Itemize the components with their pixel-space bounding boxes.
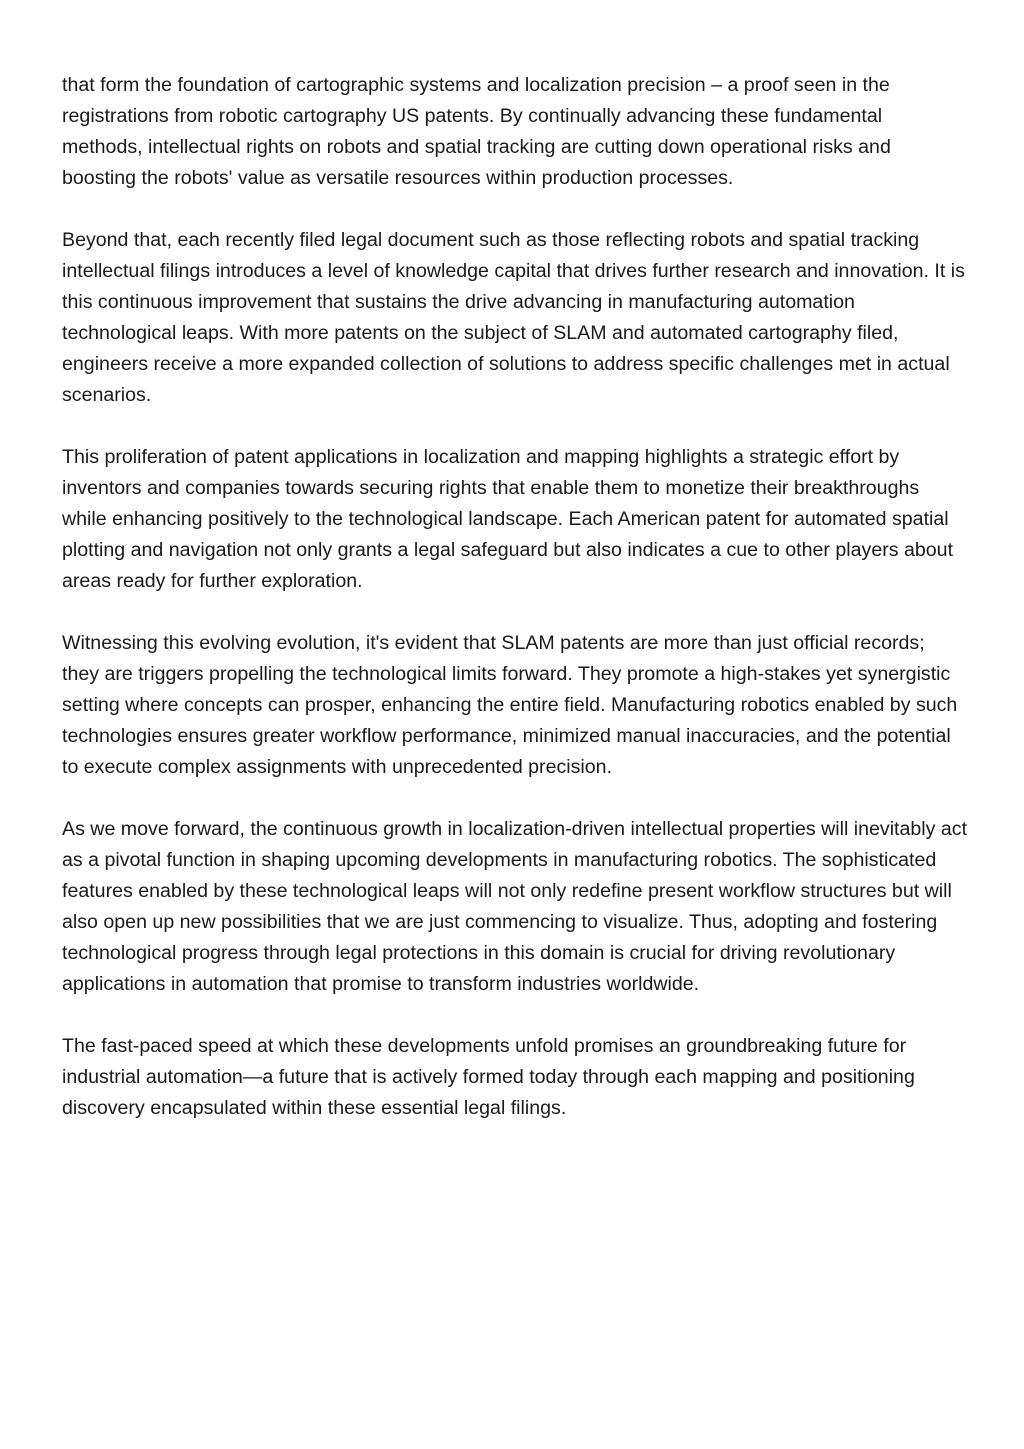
paragraph-6: The fast-paced speed at which these developments unfold promises an groundbreaking future for industrial automation—a future that is actively formed today through each mapping and positioning discovery encapsulated within these essential legal filings. [62, 1035, 915, 1119]
paragraph-5: As we move forward, the continuous growth in localization-driven intellectual properties will inevitably act as a pivotal function in shaping upcoming developments in manufacturing robotics. The sophisticated features enabled by these technological leaps will not only redefine present workflow structures but will also open up new possibilities that we are just commencing to visualize. Thus, adopting and fostering technological progress through legal protections in this domain is crucial for driving revolutionary applications in automation that promise to transform industries worldwide. [62, 818, 968, 995]
paragraph-4: Witnessing this evolving evolution, it's evident that SLAM patents are more than just official records; they are triggers propelling the technological limits forward. They promote a high-stakes yet synergistic setting where concepts can prosper, enhancing the entire field. Manufacturing robotics enabled by such technologies ensures greater workflow performance, minimized manual inaccuracies, and the potential to execute complex assignments with unprecedented precision. [62, 632, 958, 778]
paragraph-3: This proliferation of patent applications in localization and mapping highlights a strategic effort by inventors and companies towards securing rights that enable them to monetize their breakthroughs while enhancing positively to the technological landscape. Each American patent for automated spatial plotting and navigation not only grants a legal safeguard but also indicates a cue to other players about areas ready for further exploration. [62, 446, 954, 592]
paragraph-2: Beyond that, each recently filed legal document such as those reflecting robots and spatial tracking intellectual filings introduces a level of knowledge capital that drives further research and innovation. It is this continuous improvement that sustains the drive advancing in manufacturing automation technological leaps. With more patents on the subject of SLAM and automated cartography filed, engineers receive a more expanded collection of solutions to address specific challenges met in actual scenarios. [62, 229, 965, 406]
paragraph-1: that form the foundation of cartographic systems and localization precision – a proof seen in the registrations from robotic cartography US patents. By continually advancing these fundamental methods, intellectual rights on robots and spatial tracking are cutting down operational risks and boosting the robots' value as versatile resources within production processes. [62, 74, 891, 189]
document-body [62, 70, 967, 1155]
